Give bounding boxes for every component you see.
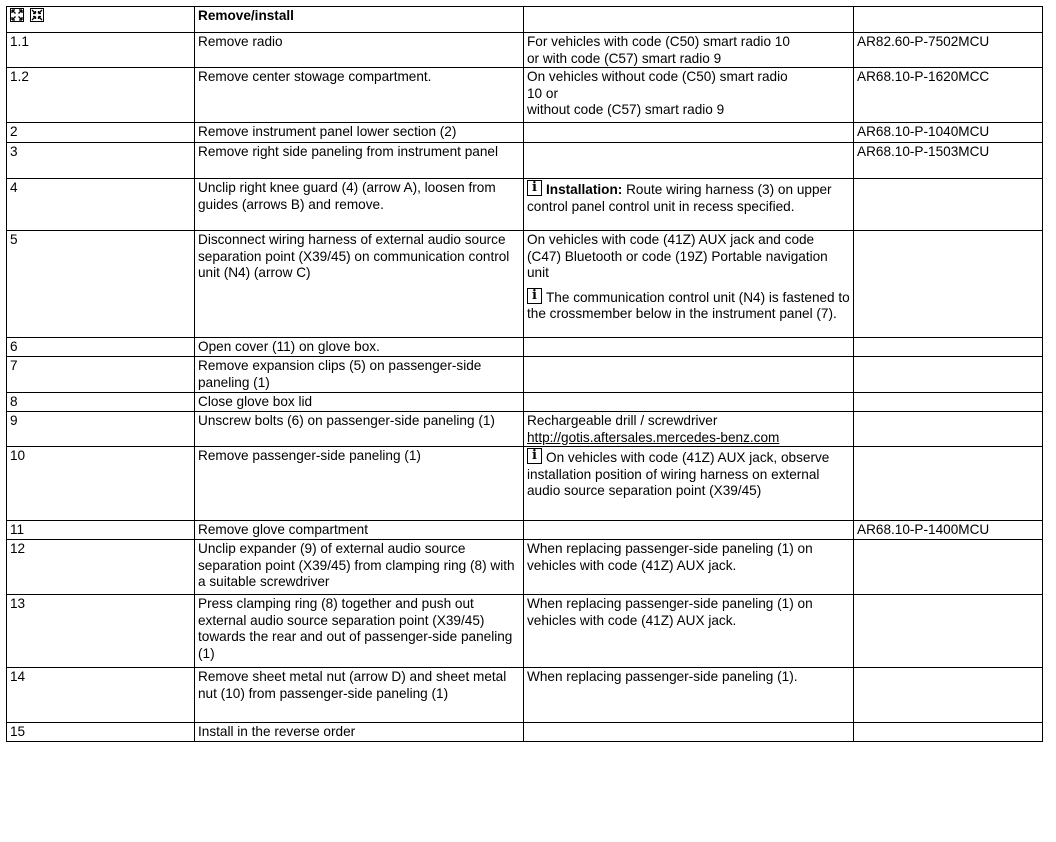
step-number: 8 <box>7 393 195 412</box>
step-reference-link <box>854 412 1043 447</box>
table-row <box>7 668 1043 723</box>
table-row <box>7 338 1043 357</box>
header-empty-cell <box>524 7 854 33</box>
table-row <box>7 412 1043 447</box>
step-action: Unscrew bolts (6) on passenger-side paneling (1) <box>195 412 524 447</box>
step-action: Remove sheet metal nut (arrow D) and sheet metal nut (10) from passenger-side paneling (1) <box>195 668 524 723</box>
step-number: 1.2 <box>7 68 195 123</box>
step-number: 1.1 <box>7 33 195 68</box>
note-line: On vehicles without code (C50) smart radio <box>527 69 788 84</box>
step-number: 14 <box>7 668 195 723</box>
collapse-icon[interactable] <box>30 8 44 22</box>
step-reference-link <box>854 338 1043 357</box>
step-reference-link <box>854 595 1043 668</box>
step-action: Unclip expander (9) of external audio source separation point (X39/45) from clamping ring (8) with a suitable screwdriver <box>195 540 524 595</box>
table-row <box>7 723 1043 742</box>
step-note <box>524 143 854 179</box>
step-reference-link[interactable]: AR68.10-P-1040MCU <box>854 123 1043 143</box>
step-reference-link <box>854 447 1043 521</box>
step-reference-link <box>854 357 1043 393</box>
tool-url-link[interactable]: http://gotis.aftersales.mercedes-benz.com <box>527 429 780 445</box>
step-reference-link <box>854 179 1043 231</box>
step-note <box>524 68 854 123</box>
step-number: 15 <box>7 723 195 742</box>
step-note <box>524 447 854 521</box>
step-note: When replacing passenger-side paneling (1) on vehicles with code (41Z) AUX jack. <box>524 540 854 595</box>
step-action: Remove passenger-side paneling (1) <box>195 447 524 521</box>
installation-label: Installation: <box>546 182 623 197</box>
procedure-table <box>6 6 1043 742</box>
step-reference-link[interactable]: AR68.10-P-1503MCU <box>854 143 1043 179</box>
step-number: 4 <box>7 179 195 231</box>
note-line: For vehicles with code (C50) smart radio 10 <box>527 34 790 49</box>
step-number: 9 <box>7 412 195 447</box>
step-note <box>524 412 854 447</box>
step-note <box>524 723 854 742</box>
step-action: Remove expansion clips (5) on passenger-side paneling (1) <box>195 357 524 393</box>
note-line: Rechargeable drill / screwdriver <box>527 413 718 428</box>
header-title: Remove/install <box>195 7 524 33</box>
step-note <box>524 33 854 68</box>
table-row <box>7 68 1043 123</box>
table-row <box>7 231 1043 338</box>
step-action: Unclip right knee guard (4) (arrow A), loosen from guides (arrows B) and remove. <box>195 179 524 231</box>
step-reference-link <box>854 393 1043 412</box>
note-line: On vehicles with code (41Z) AUX jack and code (C47) Bluetooth or code (19Z) Portable navigation unit <box>527 232 828 280</box>
step-number: 13 <box>7 595 195 668</box>
table-row <box>7 447 1043 521</box>
step-reference-link <box>854 668 1043 723</box>
step-note <box>524 338 854 357</box>
step-note <box>524 123 854 143</box>
step-action: Remove instrument panel lower section (2) <box>195 123 524 143</box>
step-note <box>524 357 854 393</box>
table-header-row <box>7 7 1043 33</box>
step-number: 3 <box>7 143 195 179</box>
step-note: When replacing passenger-side paneling (1). <box>524 668 854 723</box>
table-row <box>7 179 1043 231</box>
table-row <box>7 33 1043 68</box>
step-number: 2 <box>7 123 195 143</box>
note-line: 10 or <box>527 85 558 101</box>
step-action: Remove radio <box>195 33 524 68</box>
step-note: When replacing passenger-side paneling (1) on vehicles with code (41Z) AUX jack. <box>524 595 854 668</box>
step-number: 6 <box>7 338 195 357</box>
step-action: Remove glove compartment <box>195 521 524 540</box>
step-reference-link[interactable]: AR68.10-P-1400MCU <box>854 521 1043 540</box>
step-note <box>524 179 854 231</box>
step-action: Press clamping ring (8) together and push out external audio source separation point (X39/45) towards the rear and out of passenger-side paneling (1) <box>195 595 524 668</box>
step-note <box>524 231 854 338</box>
step-action: Close glove box lid <box>195 393 524 412</box>
step-action: Open cover (11) on glove box. <box>195 338 524 357</box>
table-row <box>7 123 1043 143</box>
table-row <box>7 595 1043 668</box>
step-reference-link[interactable]: AR82.60-P-7502MCU <box>854 33 1043 68</box>
installation-text: Route wiring harness (3) on upper control panel control unit in recess specified. <box>527 182 832 214</box>
step-number: 11 <box>7 521 195 540</box>
step-note <box>524 393 854 412</box>
step-reference-link[interactable]: AR68.10-P-1620MCC <box>854 68 1043 123</box>
step-number: 12 <box>7 540 195 595</box>
info-icon <box>527 180 542 196</box>
table-row <box>7 540 1043 595</box>
step-number: 5 <box>7 231 195 338</box>
step-number: 10 <box>7 447 195 521</box>
note-line: or with code (C57) smart radio 9 <box>527 50 722 66</box>
info-text: The communication control unit (N4) is fastened to the crossmember below in the instrument panel (7). <box>527 289 850 321</box>
info-icon <box>527 448 542 464</box>
table-row <box>7 393 1043 412</box>
info-text: On vehicles with code (41Z) AUX jack, observe installation position of wiring harness on external audio source separation point (X39/45) <box>527 450 830 498</box>
step-action: Install in the reverse order <box>195 723 524 742</box>
step-action: Remove right side paneling from instrument panel <box>195 143 524 179</box>
table-row <box>7 143 1043 179</box>
table-row <box>7 521 1043 540</box>
step-reference-link <box>854 231 1043 338</box>
header-empty-cell <box>854 7 1043 33</box>
step-reference-link <box>854 723 1043 742</box>
note-info-block <box>527 288 850 323</box>
expand-icon[interactable] <box>10 8 24 22</box>
table-row <box>7 357 1043 393</box>
note-line: without code (C57) smart radio 9 <box>527 102 725 117</box>
info-icon <box>527 288 542 304</box>
step-note <box>524 521 854 540</box>
step-number: 7 <box>7 357 195 393</box>
step-action: Disconnect wiring harness of external audio source separation point (X39/45) on communication control unit (N4) (arrow C) <box>195 231 524 338</box>
step-reference-link <box>854 540 1043 595</box>
step-action: Remove center stowage compartment. <box>195 68 524 123</box>
header-icons-cell <box>7 7 195 33</box>
